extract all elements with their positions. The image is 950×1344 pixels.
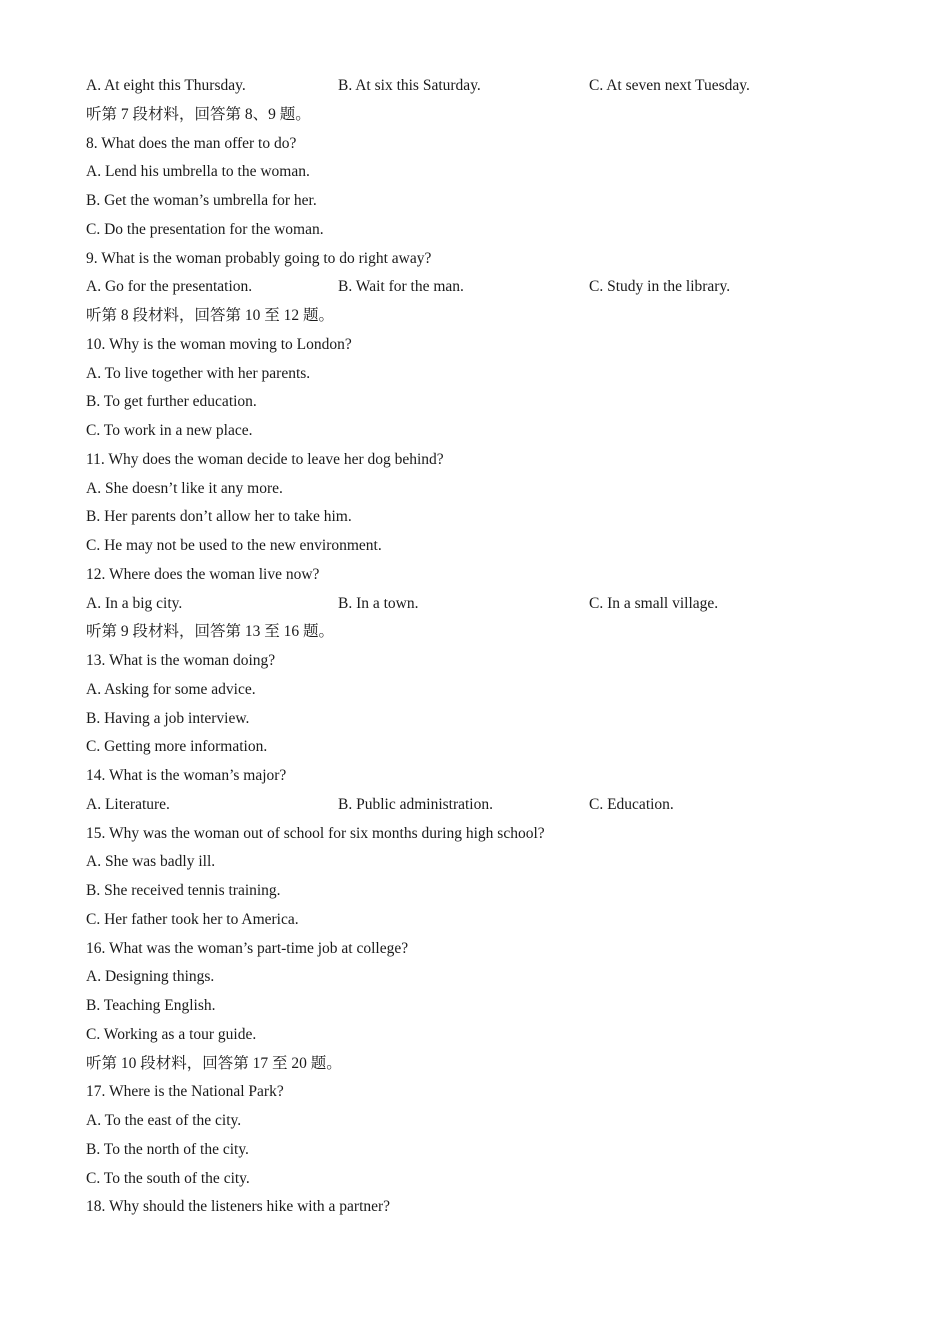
answer-option: C. Do the presentation for the woman.	[86, 221, 324, 238]
question-text: 10. Why is the woman moving to London?	[86, 336, 352, 353]
answer-option: B. Her parents don’t allow her to take him.	[86, 508, 352, 525]
question-text: 9. What is the woman probably going to do right away?	[86, 250, 432, 267]
answer-option: B. She received tennis training.	[86, 882, 281, 899]
answer-option: C. Study in the library.	[589, 278, 731, 295]
answer-option: B. Teaching English.	[86, 997, 216, 1014]
question-text: 16. What was the woman’s part-time job at college?	[86, 940, 409, 957]
answer-option: C. Her father took her to America.	[86, 911, 299, 928]
answer-option: B. To the north of the city.	[86, 1141, 249, 1158]
question-text: 12. Where does the woman live now?	[86, 566, 320, 583]
answer-option: B. To get further education.	[86, 393, 257, 410]
section-instruction: 听第 9 段材料，回答第 13 至 16 题。	[86, 623, 335, 640]
answer-option: C. To work in a new place.	[86, 422, 253, 439]
answer-option: A. To live together with her parents.	[86, 365, 311, 382]
answer-option: A. Go for the presentation.	[86, 278, 253, 295]
answer-option: A. To the east of the city.	[86, 1112, 242, 1129]
answer-option: A. Literature.	[86, 796, 170, 813]
answer-option: A. Designing things.	[86, 968, 215, 985]
section-instruction: 听第 8 段材料，回答第 10 至 12 题。	[86, 307, 335, 324]
answer-option: B. Get the woman’s umbrella for her.	[86, 192, 317, 209]
answer-option: A. She doesn’t like it any more.	[86, 480, 283, 497]
answer-option: B. Having a job interview.	[86, 710, 250, 727]
answer-option: C. In a small village.	[589, 595, 719, 612]
answer-option: C. At seven next Tuesday.	[589, 77, 750, 94]
answer-option: B. In a town.	[338, 595, 419, 612]
question-text: 8. What does the man offer to do?	[86, 135, 297, 152]
section-instruction: 听第 7 段材料，回答第 8、9 题。	[86, 106, 311, 123]
answer-option: A. In a big city.	[86, 595, 183, 612]
answer-option: B. At six this Saturday.	[338, 77, 481, 94]
answer-option: C. He may not be used to the new environment.	[86, 537, 382, 554]
question-text: 17. Where is the National Park?	[86, 1083, 284, 1100]
answer-option: C. To the south of the city.	[86, 1170, 250, 1187]
answer-option: A. Asking for some advice.	[86, 681, 256, 698]
answer-option: C. Working as a tour guide.	[86, 1026, 257, 1043]
section-instruction: 听第 10 段材料，回答第 17 至 20 题。	[86, 1055, 342, 1072]
answer-option: A. She was badly ill.	[86, 853, 216, 870]
answer-option: B. Wait for the man.	[338, 278, 464, 295]
question-text: 18. Why should the listeners hike with a partner?	[86, 1198, 391, 1215]
answer-option: C. Getting more information.	[86, 738, 268, 755]
question-text: 11. Why does the woman decide to leave her dog behind?	[86, 451, 444, 468]
question-text: 13. What is the woman doing?	[86, 652, 276, 669]
question-text: 14. What is the woman’s major?	[86, 767, 287, 784]
question-text: 15. Why was the woman out of school for six months during high school?	[86, 825, 545, 842]
answer-option: A. Lend his umbrella to the woman.	[86, 163, 310, 180]
answer-option: A. At eight this Thursday.	[86, 77, 246, 94]
answer-option: B. Public administration.	[338, 796, 493, 813]
answer-option: C. Education.	[589, 796, 674, 813]
